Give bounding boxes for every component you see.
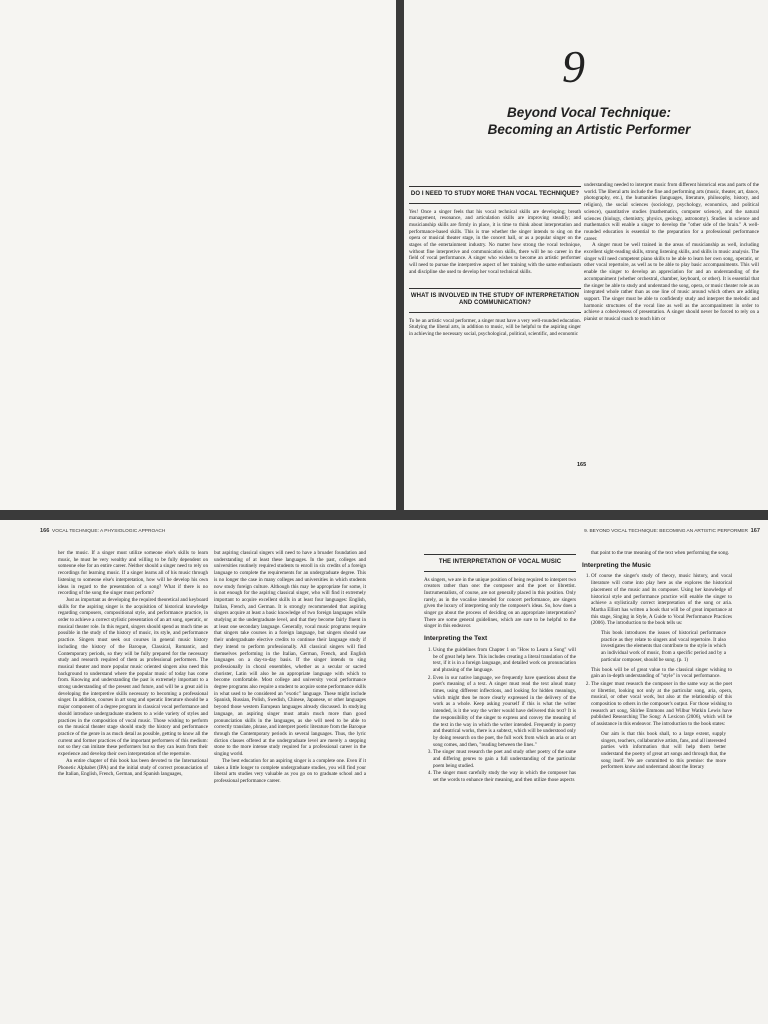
paragraph: understanding needed to interpret music from different historical eras and parts of the world. The liberal arts include the fine and performing arts (music, theater, art, dance, photography, etc.), the humanities (languages, literature, philosophy, history, and religion), the social sciences (sociology, psychology, economics, and political science), quantitative studies (mathematics, computer science), and the natural sciences (biology, chemistry, physics, geology, astronomy). Studies in science and mathematics will enable a singer to develop the "other side of the brain." A well-rounded education is essential to the preparation for a professional performance career. [584,182,759,242]
paragraph: This book will be of great value to the classical singer wishing to gain an in-depth understanding of "style" in vocal performance. [591,666,732,680]
block-quote: Our aim is that this book shall, to a large extent, supply singers, teachers, collaborative artists, fans, and all interested parties with information that will help them better understand the poetry of great art songs and through that, the song itself. We are committed to this premise: the more performers know and understand about the literary [601,730,726,771]
paragraph: her the music. If a singer must utilize someone else's skills to learn music, he must be very wealthy and willing to be fully dependent on someone else for an entire career. Neither should a singer need to rely on recordings for learning music. If a singer learns all of his music through listening to someone else's interpretation, how will he develop his own ideas in regard to the presentation of a song? What if there is no recording of the song the singer must perform? [58,550,208,597]
paragraph: A singer must be well trained in the areas of musicianship as well, including excellent sight-reading skills, strong listening skills, and skills in music analysis. The singer will need competent piano skills to be able to learn her own song, operatic, or other vocal repertoire, as well as to be able to play basic accompaniments. This will enable the singer to develop an appreciation for and an understanding of the accompaniment (whether orchestral, chamber, keyboard, or other). It is essential that the singer be able to study and understand the song, opera, or music theater role as an integrated whole rather than as one line of music around which others are adding support. The singer must be able to confidently study and interpret the melodic and harmonic structures of the vocal line as well as the accompaniment in order to achieve a cohesiveness of presentation. A singer should never be forced to rely on a pianist or musical coach to teach him or [584,242,759,323]
text-list [582,573,732,771]
list-item-text: Of course the singer's study of theory, music history, and vocal literature will come into play here as she explores the historical placement of the music and its composer. Using her knowledge of historical style and performance practice will enable the singer to achieve a stylistically correct interpretation of the song or aria. Martha Elliott has written a book that will be of great importance at this stage, Singing in Style, A Guide to Vocal Performance Practices (2006). The introduction to the book tells us: [591,573,732,627]
paragraph: that point to the true meaning of the text when performing the song. [591,550,730,556]
paragraph: The best education for an aspiring singer is a complete one. Even if it takes a little longer to complete undergraduate studies, you will find your liberal arts studies very valuable as you go on to graduate school and a professional performance career. [214,757,366,784]
folio-number: 166 [40,528,50,534]
list-item: 2. Even in our native language, we frequently have questions about the poet's meaning of a text. A singer must read the text aloud many times, using different inflections, and looking for hidden meanings, which might then be more clearly expressed in the delivery of the work as a whole. Keep asking yourself if this is what the writer intended, is it the way the writer would have delivered this text? It is the responsibility of the singer to express and convey the meaning of the text in the way in which the writer intended. Frequently in poetry and theatrical works, there is a subtext, which will be understood only by doing research on the poet, the full work from which an aria or art song comes, and then, "reading between the lines." [433,675,576,749]
block-quote: This book introduces the issues of historical performance practice as they relate to singers and vocal repertoire. It also investigates the elements that contribute to the style in which an individual work of music, from a specific period and by a particular composer, should be sung. (p. 1) [601,630,726,663]
chapter-number: 9 [562,41,585,92]
subheading: Interpreting the Music [582,561,651,569]
column-left [409,182,581,472]
paragraph: To be an artistic vocal performer, a singer must have a very well-rounded education. Studying the liberal arts, in addition to music, will be helpful to the aspiring singer in achieving the necessary social, psychological, political, scientific, and economic [409,317,581,337]
paragraph: but aspiring classical singers will need to have a broader foundation and understanding of at least these languages. In the past, colleges and universities routinely required students to enroll in six credits of a foreign language to complete the requirements for an undergraduate degree. This is no longer the case in many colleges and universities in which students now study foreign culture. Although this may be appropriate for some, it is not enough for the aspiring classical singer, who will find it extremely important to acquire excellent skills in at least four languages: English, Italian, French, and German. It is strongly recommended that aspiring singers acquire at least a basic knowledge of two foreign languages while studying at the undergraduate level, and that they become fairly fluent in at least one secondary language. Generally, vocal music programs require that singers take courses in a foreign language, but singers should use their undergraduate elective credits to continue their language study if they intend to perform professionally. All classical singers will find themselves performing in the Italian, German, French, and English languages on a day-to-day basis. If the singer intends to sing professionally in choral ensembles, whether as a secular or sacred chorister, Latin will also be an appropriate language with which to become comfortable. Most college and university vocal performance degree programs also require a student to acquire some performance skills in what used to be considered an "exotic" language. These might include Spanish, Russian, Polish, Swedish, Chinese, Japanese, or other languages beyond those western European languages already discussed. In studying language, an aspiring singer must attain much more than good pronunciation skills in the languages, as she will need to be able to correctly translate, phrase, and interpret poetic literature from the Baroque through the Contemporary periods in several languages. Thus, the lyric diction classes offered at the undergraduate level are merely a stepping stone to the more intense study required for a professional career in the singing world. [214,550,366,758]
column-right [582,550,732,1020]
list-item: 1. Using the guidelines from Chapter 1 on "How to Learn a Song" will be of great help here. This includes creating a literal translation of the text, if it is in a foreign language, and detailed work on pronunciation and phrasing of the language. [433,647,576,674]
chapter-title [424,104,754,138]
column-right [584,182,759,458]
list-item-text: The singer must research the composer in the same way as the poet or librettist, looking not only at the particular song, aria, opera, musical, or other vocal work, but also at the relationship of this composition to others in the composer's output. For those wishing to research art song, Shirlee Emmons and Wilbur Watkin Lewis have published Researching The Song: A Lexicon (2006), which will be of assistance in this endeavor. The introduction to the book states: [591,680,732,728]
list-item: 3. The singer must research the poet and study other poetry of the same and differing genres to gain a full understanding of the particular poem being studied. [433,749,576,769]
list-item [591,573,732,680]
paragraph: An entire chapter of this book has been devoted to the International Phonetic Alphabet (IPA) and the initial study of correct pronunciation of the Italian, English, French, German, and Spanish languages, [58,757,208,778]
subheading: Interpreting the Text [424,635,488,643]
chapter-title-line2: Becoming an Artistic Performer [487,122,691,137]
chapter-title-line1: Beyond Vocal Technique: [506,105,672,120]
page-166 [0,520,384,1024]
page-165 [404,0,768,510]
paragraph: Yes! Once a singer feels that his vocal technical skills are developing; breath management, resonance, and articulation skills are improving steadily; and musicianship skills are firmly in place, it is time to think about interpretation and performance-based skills. This is true whether the singer intends to sing on the opera or musical theater stage, in the concert hall, or as a popular singer on the stages of the entertainment industry. No matter how strong the vocal technique, without fine interpretive and communication skills, there will be no career in the field of vocal performance. A singer who wishes to become an artistic performer will need to pursue the interpretive aspect of her training with the same enthusiasm and discipline she used to develop her vocal technical skills. [409,208,581,275]
blank-left-page [0,0,396,510]
paragraph: As singers, we are in the unique position of being required to interpret two creators rather than one: the composer and the poet or librettist. Instrumentalists, of course, are not generally placed in this position. Only rarely, as in the vocalise intended for concert performance, are singers given the luxury of interpreting only the composer's ideas. So, how does a singer go about the process of deciding on an appropriate interpretation? There are some general guidelines, which are sure to be helpful to the singer in this endeavor. [424,576,576,630]
section-heading: WHAT IS INVOLVED IN THE STUDY OF INTERPRETATION AND COMMUNICATION? [409,288,581,313]
column-left [424,550,576,1020]
list-item: 4. The singer must carefully study the way in which the composer has set the words to enhance their meaning, and then utilize those aspects [433,770,576,783]
folio-text: VOCAL TECHNIQUE: A PHYSIOLOGIC APPROACH [52,529,166,534]
text-list [424,647,576,784]
section-heading: DO I NEED TO STUDY MORE THAN VOCAL TECHNIQUE? [409,186,581,204]
column-left [58,550,208,1020]
section-heading: THE INTERPRETATION OF VOCAL MUSIC [424,554,576,572]
paragraph: Just as important as developing the required theoretical and keyboard skills for the aspiring singer is the acquisition of historical knowledge regarding composers, compositional style, and performance practice, in order to achieve a correct stylistic presentation of an art song, operatic, or musical theater role. In this regard, singers should spend as much time as possible in the study of the history of music, its style, and performance practice. Singers must seek out courses in general music history including the history of the Baroque, Classical, Romantic, and Contemporary periods, so they will be fully prepared for the necessary study and research required of them as professional performers. The musical theater and more popular music oriented singers also need this background to understand where the popular music of today has come from. Knowing and understanding the past is extremely important to a strong understanding of the present and future, and will be a great aid in developing the interpretive skills necessary to becoming a professional singer. In addition, courses in art song and operatic literature should be a major component of a degree program in classical vocal performance and should introduce undergraduate students to a wide variety of styles and practices in the composition of vocal music. Those wishing to perform on the musical theater stage should study the history and performance practice of the genre in as much detail as possible, getting to know all the current and former practices of the important performers of this medium: not so they can imitate these performers but so they can learn from their experience and develop their own interpretation of the repertoire. [58,596,208,758]
running-head [584,528,760,534]
folio-number: 167 [750,528,760,534]
folio-text: 9. BEYOND VOCAL TECHNIQUE: BECOMING AN ARTISTIC PERFORMER [584,529,748,534]
column-right [214,550,366,1020]
page-number: 165 [577,462,587,468]
list-item [591,681,732,771]
running-head [40,528,165,534]
page-167 [384,520,768,1024]
